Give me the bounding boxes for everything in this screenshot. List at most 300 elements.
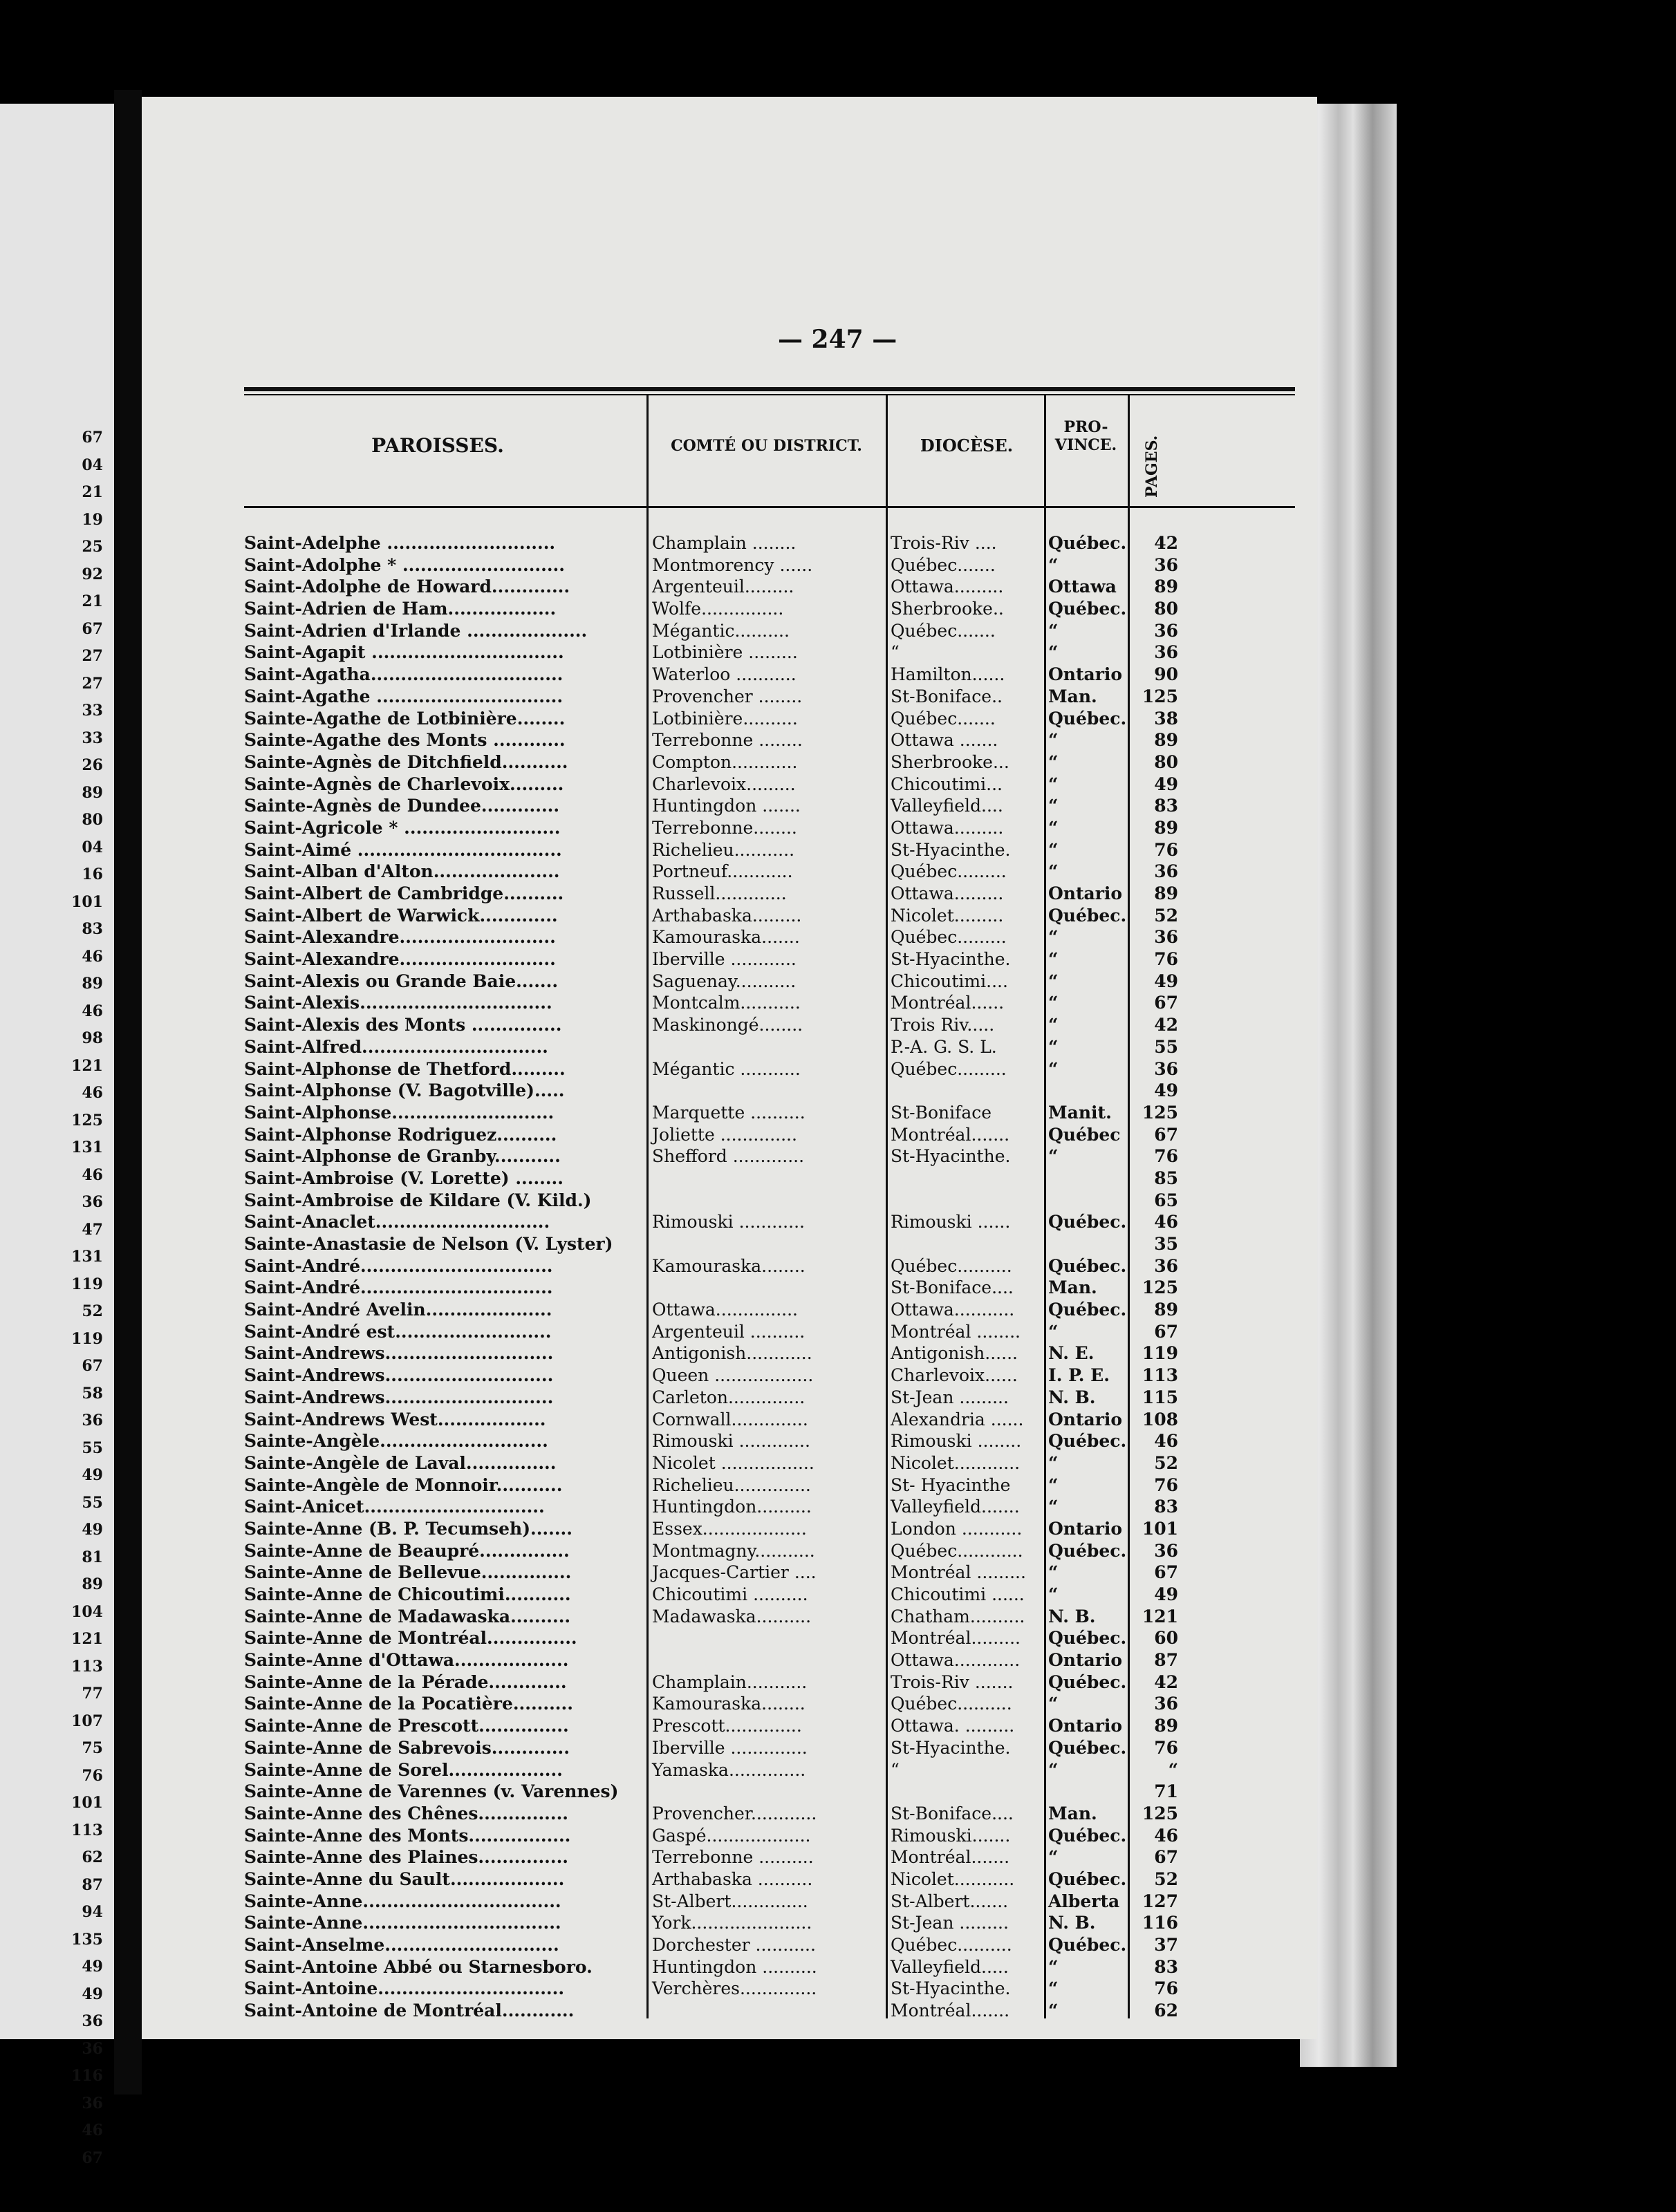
comte-cell: Mégantic ...........: [652, 1058, 801, 1079]
page-cell: 76: [1154, 1474, 1178, 1495]
province-cell: I. P. E.: [1048, 1365, 1110, 1386]
diocese-cell: Québec.......: [891, 708, 996, 729]
diocese-cell: Québec.......: [891, 554, 996, 575]
paroisse-cell: Saint-Adrien d'Irlande ....................: [244, 620, 588, 641]
left-page-number: 92: [82, 565, 103, 583]
left-page-number: 26: [82, 756, 103, 774]
table-row: [244, 1978, 1295, 2000]
left-page-number: 119: [71, 1275, 103, 1293]
left-page-number: 104: [71, 1602, 103, 1621]
left-page-number: 125: [71, 1111, 103, 1130]
page-cell: 52: [1154, 1452, 1178, 1473]
page-cell: 36: [1154, 1058, 1178, 1079]
province-cell: “: [1048, 642, 1059, 663]
page-cell: 60: [1154, 1628, 1178, 1649]
diocese-cell: Montréal ........: [891, 1321, 1021, 1342]
comte-cell: Dorchester ...........: [652, 1935, 816, 1955]
comte-cell: Cornwall..............: [652, 1409, 808, 1430]
left-page-number: 98: [82, 1029, 103, 1047]
paroisse-cell: Saint-Adrien de Ham..................: [244, 599, 557, 619]
comte-cell: Russell.............: [652, 883, 787, 903]
diocese-cell: Nicolet.........: [891, 905, 1004, 926]
page-cell: 36: [1154, 642, 1178, 663]
comte-cell: Argenteuil ..........: [652, 1321, 806, 1342]
left-page-number: 121: [71, 1056, 103, 1075]
left-page-number: 87: [82, 1875, 103, 1894]
table-row: [244, 1430, 1295, 1452]
province-cell: “: [1048, 1474, 1059, 1495]
province-cell: “: [1048, 730, 1059, 751]
table-row: [244, 620, 1295, 642]
page-cell: 125: [1142, 1277, 1178, 1298]
table-row: [244, 1825, 1295, 1847]
paroisse-cell: Sainte-Anne.................................: [244, 1913, 561, 1933]
province-cell: Ontario: [1048, 1650, 1123, 1671]
province-cell: Man.: [1048, 1803, 1097, 1824]
diocese-cell: Ottawa. .........: [891, 1716, 1015, 1736]
page-cell: 87: [1154, 1650, 1178, 1671]
comte-cell: Gaspé...................: [652, 1825, 811, 1846]
left-page-number: 101: [71, 1794, 103, 1812]
page-cell: 76: [1154, 1737, 1178, 1758]
diocese-cell: Hamilton......: [891, 664, 1005, 685]
table-row: [244, 1584, 1295, 1606]
table-row: [244, 1168, 1295, 1190]
paroisse-cell: Saint-Agapit ................................: [244, 642, 564, 663]
table-row: [244, 948, 1295, 971]
page-cell: 113: [1142, 1365, 1178, 1386]
diocese-cell: “: [891, 642, 900, 663]
left-page-number: 25: [82, 538, 103, 556]
paroisse-cell: Saint-Albert de Cambridge..........: [244, 883, 564, 903]
page-cell: 42: [1154, 1015, 1178, 1035]
comte-cell: Kamouraska.......: [652, 927, 800, 948]
diocese-cell: Ottawa...........: [891, 1300, 1015, 1320]
diocese-cell: St-Jean .........: [891, 1913, 1009, 1933]
page-cell: 89: [1154, 730, 1178, 751]
comte-cell: Saguenay...........: [652, 971, 797, 991]
page-cell: 121: [1142, 1606, 1178, 1627]
parish-table: [244, 387, 1295, 2025]
paroisse-cell: Sainte-Anne.................................: [244, 1891, 561, 1911]
header-pages: PAGES.: [1143, 435, 1161, 498]
comte-cell: Rimouski .............: [652, 1431, 810, 1452]
paroisse-cell: Sainte-Anne des Plaines...............: [244, 1847, 568, 1868]
province-cell: Ontario: [1048, 664, 1123, 685]
diocese-cell: Montréal.........: [891, 1628, 1021, 1649]
diocese-cell: Trois Riv.....: [891, 1015, 995, 1035]
paroisse-cell: Sainte-Anne de Montréal...............: [244, 1628, 577, 1649]
table-row: [244, 1124, 1295, 1146]
paroisse-cell: Saint-Alexis ou Grande Baie.......: [244, 971, 559, 991]
province-cell: “: [1048, 1584, 1059, 1604]
diocese-cell: St-Hyacinthe.: [891, 1146, 1011, 1167]
table-row: [244, 1891, 1295, 1913]
province-cell: “: [1048, 1847, 1059, 1868]
diocese-cell: St-Hyacinthe.: [891, 1978, 1011, 1999]
page-cell: 89: [1154, 1300, 1178, 1320]
diocese-cell: St-Boniface....: [891, 1803, 1014, 1824]
page-cell: 67: [1154, 1562, 1178, 1583]
paroisse-cell: Sainte-Anne du Sault...................: [244, 1868, 565, 1889]
diocese-cell: Ottawa............: [891, 1650, 1021, 1671]
province-cell: “: [1048, 1562, 1059, 1583]
province-cell: “: [1048, 1759, 1059, 1780]
header-province: PRO- VINCE.: [1054, 418, 1117, 454]
left-page-number: 62: [82, 1848, 103, 1866]
table-row: [244, 2000, 1295, 2022]
paroisse-cell: Saint-Andrews............................: [244, 1387, 554, 1407]
page-cell: 89: [1154, 817, 1178, 838]
left-page-number: 36: [82, 1412, 103, 1430]
province-cell: Québec.: [1048, 1300, 1127, 1320]
province-cell: Ontario: [1048, 883, 1123, 903]
comte-cell: Ottawa...............: [652, 1300, 798, 1320]
table-row: [244, 774, 1295, 796]
province-cell: Québec.: [1048, 533, 1127, 553]
table-row: [244, 1211, 1295, 1233]
paroisse-cell: Sainte-Angèle de Laval...............: [244, 1452, 557, 1473]
page-cell: 115: [1142, 1387, 1178, 1407]
table-row: [244, 1627, 1295, 1649]
province-cell: N. B.: [1048, 1387, 1096, 1407]
paroisse-cell: Saint-Adelphe ............................: [244, 533, 556, 553]
paroisse-cell: Saint-Antoine Abbé ou Starnesboro.: [244, 1956, 593, 1977]
left-page-number: 67: [82, 2148, 103, 2167]
province-cell: “: [1048, 927, 1059, 948]
diocese-cell: Valleyfield.....: [891, 1956, 1009, 1977]
page-cell: 108: [1142, 1409, 1178, 1430]
diocese-cell: St-Hyacinthe.: [891, 839, 1011, 860]
comte-cell: Rimouski ............: [652, 1212, 805, 1232]
page-cell: 49: [1154, 971, 1178, 991]
comte-cell: Terrebonne ..........: [652, 1847, 814, 1868]
table-row: [244, 1649, 1295, 1671]
header-paroisses: PAROISSES.: [371, 434, 504, 457]
page-cell: 83: [1154, 1497, 1178, 1517]
page-cell: 89: [1154, 883, 1178, 903]
paroisse-cell: Saint-André................................: [244, 1277, 553, 1298]
left-page-number: 55: [82, 1438, 103, 1457]
paroisse-cell: Saint-Ambroise (V. Lorette) ........: [244, 1168, 564, 1188]
comte-cell: Terrebonne ........: [652, 730, 803, 751]
page-cell: 85: [1154, 1168, 1178, 1188]
table-row: [244, 1912, 1295, 1934]
page-cell: 67: [1154, 1321, 1178, 1342]
page-cell: 49: [1154, 774, 1178, 794]
comte-cell: Argenteuil.........: [652, 577, 794, 597]
diocese-cell: St-Boniface..: [891, 686, 1003, 706]
comte-cell: Queen ..................: [652, 1365, 814, 1386]
top-rule-thick: [244, 387, 1295, 391]
comte-cell: Huntingdon..........: [652, 1497, 812, 1517]
table-row: [244, 992, 1295, 1014]
paroisse-cell: Saint-Alexis................................: [244, 993, 552, 1013]
table-row: [244, 1255, 1295, 1277]
page-cell: 42: [1154, 533, 1178, 553]
paroisse-cell: Sainte-Anne de Prescott...............: [244, 1716, 569, 1736]
comte-cell: Compton............: [652, 751, 798, 772]
top-rule-thin: [244, 394, 1295, 395]
diocese-cell: Montréal.......: [891, 1124, 1010, 1145]
left-page-number: 131: [71, 1248, 103, 1266]
left-page-number: 77: [82, 1685, 103, 1703]
paroisse-cell: Saint-Ambroise de Kildare (V. Kild.): [244, 1190, 592, 1210]
paroisse-cell: Saint-Alexandre..........................: [244, 927, 556, 948]
table-row: [244, 1190, 1295, 1212]
page-cell: 76: [1154, 839, 1178, 860]
diocese-cell: Rimouski.......: [891, 1825, 1011, 1846]
diocese-cell: Québec............: [891, 1540, 1023, 1561]
left-page-number: 121: [71, 1630, 103, 1648]
province-cell: Québec.: [1048, 1431, 1127, 1452]
province-cell: Québec.: [1048, 1628, 1127, 1649]
paroisse-cell: Sainte-Anne de Sabrevois.............: [244, 1737, 570, 1758]
province-cell: N. B.: [1048, 1606, 1096, 1627]
page-cell: 55: [1154, 1036, 1178, 1057]
comte-cell: Richelieu..............: [652, 1474, 811, 1495]
table-row: [244, 1496, 1295, 1518]
province-cell: Québec.: [1048, 1540, 1127, 1561]
table-row: [244, 1671, 1295, 1694]
left-page-number: 46: [82, 1084, 103, 1102]
comte-cell: Joliette ..............: [652, 1124, 797, 1145]
table-row: [244, 1693, 1295, 1715]
diocese-cell: St-Boniface....: [891, 1277, 1014, 1298]
comte-cell: Terrebonne........: [652, 817, 797, 838]
table-row: [244, 1562, 1295, 1584]
diocese-cell: Québec..........: [891, 1935, 1012, 1955]
page-cell: 36: [1154, 620, 1178, 641]
page-cell: 125: [1142, 1803, 1178, 1824]
diocese-cell: Chicoutimi ......: [891, 1584, 1025, 1604]
left-page-number: 33: [82, 729, 103, 747]
page-cell: 52: [1154, 905, 1178, 926]
table-row: [244, 795, 1295, 817]
page-cell: 89: [1154, 1716, 1178, 1736]
diocese-cell: Québec..........: [891, 1694, 1012, 1714]
comte-cell: Lotbinière .........: [652, 642, 798, 663]
comte-cell: Yamaska..............: [652, 1759, 806, 1780]
table-row: [244, 1409, 1295, 1431]
paroisse-cell: Saint-Alphonse de Thetford.........: [244, 1058, 566, 1079]
diocese-cell: Charlevoix......: [891, 1365, 1018, 1386]
province-cell: “: [1048, 1015, 1059, 1035]
province-cell: “: [1048, 554, 1059, 575]
comte-cell: Carleton..............: [652, 1387, 806, 1407]
province-cell: Ontario: [1048, 1518, 1123, 1539]
diocese-cell: Alexandria ......: [891, 1409, 1024, 1430]
page-cell: 80: [1154, 599, 1178, 619]
comte-cell: St-Albert..............: [652, 1891, 808, 1911]
diocese-cell: Rimouski ........: [891, 1431, 1022, 1452]
province-cell: “: [1048, 1978, 1059, 1999]
comte-cell: Jacques-Cartier ....: [652, 1562, 817, 1583]
page-cell: 125: [1142, 1102, 1178, 1123]
paroisse-cell: Saint-Agathe ...............................: [244, 686, 564, 706]
table-row: [244, 905, 1295, 927]
left-page-number: 36: [82, 2094, 103, 2112]
paroisse-cell: Saint-Alphonse...........................: [244, 1102, 555, 1123]
left-page-number: 04: [82, 838, 103, 856]
page-cell: 116: [1142, 1913, 1178, 1933]
province-cell: Alberta: [1048, 1891, 1120, 1911]
table-row: [244, 729, 1295, 751]
header-rule: [244, 506, 1295, 508]
comte-cell: Waterloo ...........: [652, 664, 797, 685]
left-page-number: 46: [82, 2121, 103, 2139]
left-page-number: 119: [71, 1329, 103, 1348]
table-row: [244, 1803, 1295, 1825]
page-cell: 67: [1154, 993, 1178, 1013]
page-cell: 89: [1154, 577, 1178, 597]
table-row: [244, 1781, 1295, 1803]
province-cell: Québec.: [1048, 1737, 1127, 1758]
diocese-cell: Antigonish......: [891, 1343, 1018, 1364]
diocese-cell: Québec.........: [891, 861, 1007, 882]
paroisse-cell: Saint-Andrews............................: [244, 1343, 554, 1364]
table-row: [244, 1036, 1295, 1058]
page-cell: 76: [1154, 1978, 1178, 1999]
left-page-number: 49: [82, 1985, 103, 2003]
diocese-cell: Québec..........: [891, 1255, 1012, 1276]
page-cell: 125: [1142, 686, 1178, 706]
page-cell: 36: [1154, 1694, 1178, 1714]
province-cell: “: [1048, 620, 1059, 641]
left-page-number: 16: [82, 865, 103, 883]
paroisse-cell: Saint-Alban d'Alton.....................: [244, 861, 560, 882]
paroisse-cell: Saint-Anselme.............................: [244, 1935, 559, 1955]
diocese-cell: Chatham..........: [891, 1606, 1025, 1627]
province-cell: “: [1048, 774, 1059, 794]
comte-cell: Kamouraska........: [652, 1255, 806, 1276]
paroisse-cell: Sainte-Anne des Monts.................: [244, 1825, 571, 1846]
diocese-cell: Nicolet...........: [891, 1868, 1015, 1889]
diocese-cell: Ottawa.........: [891, 883, 1004, 903]
left-page-number: 89: [82, 1575, 103, 1593]
comte-cell: Huntingdon ..........: [652, 1956, 817, 1977]
comte-cell: Verchères..............: [652, 1978, 817, 1999]
page-cell: 46: [1154, 1212, 1178, 1232]
comte-cell: Maskinongé........: [652, 1015, 803, 1035]
diocese-cell: “: [891, 1759, 900, 1780]
page-cell: 119: [1142, 1343, 1178, 1364]
paroisse-cell: Sainte-Anastasie de Nelson (V. Lyster): [244, 1234, 613, 1254]
comte-cell: Essex...................: [652, 1518, 807, 1539]
table-row: [244, 1014, 1295, 1036]
province-cell: Québec.: [1048, 599, 1127, 619]
comte-cell: Arthabaska.........: [652, 905, 802, 926]
document-page: [142, 97, 1317, 2039]
diocese-cell: Ottawa.........: [891, 817, 1004, 838]
table-row: [244, 1452, 1295, 1474]
table-row: [244, 598, 1295, 620]
table-row: [244, 686, 1295, 708]
diocese-cell: Montréal......: [891, 993, 1005, 1013]
left-page-number: 52: [82, 1302, 103, 1320]
table-row: [244, 532, 1295, 554]
left-page-number: 33: [82, 702, 103, 720]
page-cell: 36: [1154, 927, 1178, 948]
province-cell: “: [1048, 1321, 1059, 1342]
table-row: [244, 1102, 1295, 1124]
header-comte: COMTÉ OU DISTRICT.: [671, 437, 862, 455]
table-row: [244, 1606, 1295, 1628]
left-page-number: 19: [82, 510, 103, 529]
diocese-cell: P.-A. G. S. L.: [891, 1036, 997, 1057]
page-cell: 36: [1154, 554, 1178, 575]
paroisse-cell: Sainte-Anne de la Pérade.............: [244, 1671, 567, 1692]
left-page-fragment: [0, 104, 114, 2167]
province-cell: “: [1048, 949, 1059, 970]
left-page-number: 113: [71, 1821, 103, 1839]
paroisse-cell: Sainte-Angèle de Monnoir...........: [244, 1474, 563, 1495]
comte-cell: Marquette ..........: [652, 1102, 806, 1123]
comte-cell: Chicoutimi ..........: [652, 1584, 808, 1604]
diocese-cell: Québec.......: [891, 620, 996, 641]
paroisse-cell: Sainte-Agnès de Dundee.............: [244, 796, 560, 816]
page-cell: 76: [1154, 949, 1178, 970]
province-cell: “: [1048, 1497, 1059, 1517]
diocese-cell: St-Hyacinthe.: [891, 949, 1011, 970]
paroisse-cell: Saint-Aimé ..................................: [244, 839, 562, 860]
table-row: [244, 1299, 1295, 1321]
comte-cell: Kamouraska........: [652, 1694, 806, 1714]
left-page-number: 21: [82, 592, 103, 610]
paroisse-cell: Saint-Antoine de Montréal............: [244, 2000, 575, 2021]
left-page-number: 67: [82, 1357, 103, 1375]
paroisse-cell: Sainte-Angèle............................: [244, 1431, 548, 1452]
left-page-number: 89: [82, 783, 103, 802]
comte-cell: Prescott..............: [652, 1716, 802, 1736]
diocese-cell: Québec.........: [891, 927, 1007, 948]
province-cell: “: [1048, 1058, 1059, 1079]
diocese-cell: St-Jean .........: [891, 1387, 1009, 1407]
comte-cell: Lotbinière..........: [652, 708, 798, 729]
province-cell: N. E.: [1048, 1343, 1095, 1364]
table-row: [244, 926, 1295, 948]
page-cell: 36: [1154, 1540, 1178, 1561]
paroisse-cell: Saint-Alexis des Monts ...............: [244, 1015, 562, 1035]
table-row: [244, 1387, 1295, 1409]
left-page-number: 131: [71, 1138, 103, 1156]
comte-cell: Mégantic..........: [652, 620, 790, 641]
comte-cell: Montcalm...........: [652, 993, 801, 1013]
paroisse-cell: Saint-Alphonse (V. Bagotville).....: [244, 1080, 565, 1101]
table-row: [244, 971, 1295, 993]
paroisse-cell: Sainte-Anne de Sorel...................: [244, 1759, 563, 1780]
left-page-number: 83: [82, 920, 103, 938]
left-page-number: 49: [82, 1958, 103, 1976]
table-row: [244, 817, 1295, 839]
table-row: [244, 1365, 1295, 1387]
left-page-number: 27: [82, 674, 103, 693]
table-row: [244, 1759, 1295, 1781]
diocese-cell: Trois-Riv ....: [891, 533, 997, 553]
paroisse-cell: Sainte-Anne (B. P. Tecumseh).......: [244, 1518, 572, 1539]
paroisse-cell: Sainte-Anne de Beaupré...............: [244, 1540, 570, 1561]
left-page-number: 55: [82, 1493, 103, 1512]
province-cell: Québec.: [1048, 1255, 1127, 1276]
province-cell: “: [1048, 751, 1059, 772]
paroisse-cell: Saint-André Avelin.....................: [244, 1300, 552, 1320]
left-page-number: 107: [71, 1712, 103, 1730]
province-cell: “: [1048, 1036, 1059, 1057]
paroisse-cell: Saint-Agricole * ..........................: [244, 817, 561, 838]
province-cell: “: [1048, 839, 1059, 860]
paroisse-cell: Sainte-Anne des Chênes...............: [244, 1803, 568, 1824]
left-page-number: 49: [82, 1521, 103, 1539]
